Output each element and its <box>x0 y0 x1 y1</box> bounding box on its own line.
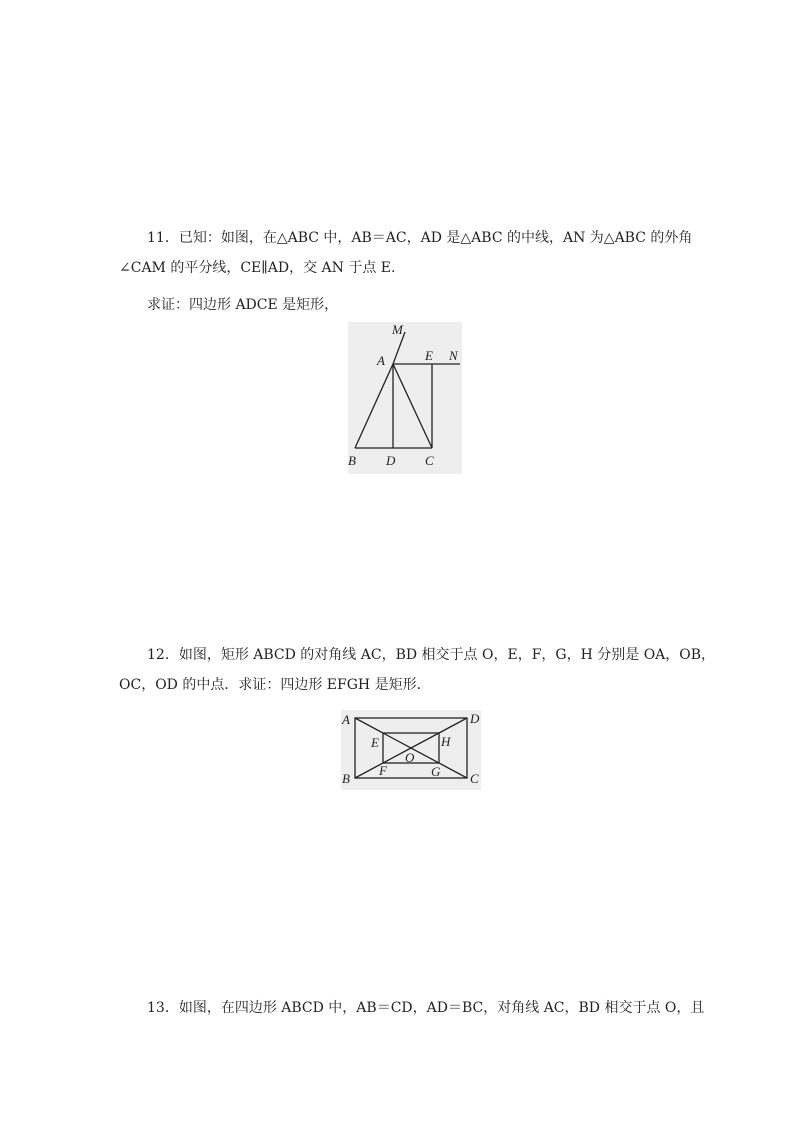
q12-label-o: O <box>405 750 415 765</box>
q11-label-e: E <box>425 348 433 363</box>
q12-label-c: C <box>470 771 479 786</box>
q11-text-line-2: ∠CAM 的平分线，CE∥AD，交 AN 于点 E. <box>119 260 396 276</box>
q12-figure <box>341 710 481 790</box>
q12-label-h: H <box>441 734 451 749</box>
q12-text-line-2: OC，OD 的中点．求证：四边形 EFGH 是矩形． <box>119 677 431 693</box>
q11-label-a: A <box>377 353 385 368</box>
q12-label-e: E <box>371 735 379 750</box>
q11-label-d: D <box>386 453 396 468</box>
q11-figure-background <box>348 322 462 474</box>
q11-label-m: M <box>392 322 403 337</box>
q11-figure <box>348 322 462 474</box>
q11-label-c: C <box>425 453 434 468</box>
q11-label-n: N <box>449 348 458 363</box>
q12-label-b: B <box>342 771 350 786</box>
q12-text-line-1: 12．如图，矩形 ABCD 的对角线 AC，BD 相交于点 O，E，F，G，H 分别是 OA，OB， <box>147 647 716 663</box>
q11-label-b: B <box>348 453 356 468</box>
q12-label-a: A <box>342 712 350 727</box>
q11-text-line-1: 11．已知：如图，在△ABC 中，AB＝AC，AD 是△ABC 的中线，AN 为△ABC 的外角 <box>147 230 693 246</box>
q12-label-g: G <box>431 764 441 779</box>
q13-text-line-1: 13．如图，在四边形 ABCD 中，AB＝CD，AD＝BC，对角线 AC，BD 相交于点 O，且 <box>147 1000 705 1016</box>
q11-text-line-3: 求证：四边形 ADCE 是矩形， <box>147 297 339 313</box>
q12-label-f: F <box>379 763 387 778</box>
q12-geometry-diagram <box>341 710 481 790</box>
q12-label-d: D <box>470 711 480 726</box>
q11-geometry-diagram <box>348 322 462 474</box>
